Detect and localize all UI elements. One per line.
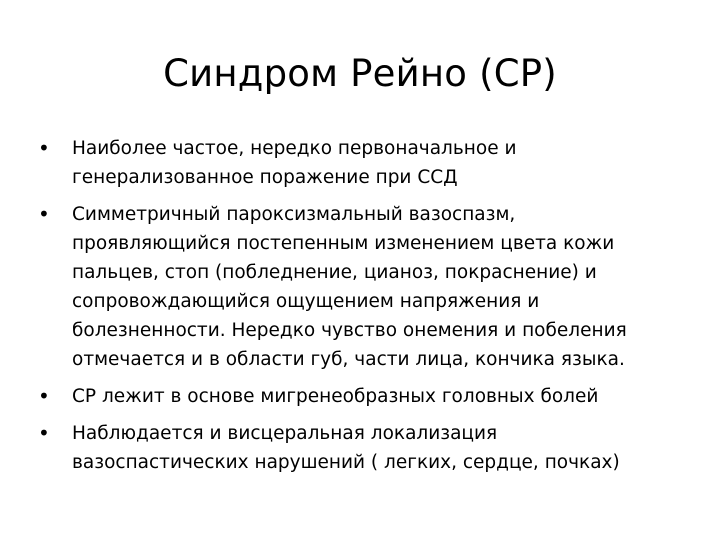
bullet-item-2: [38, 200, 678, 374]
bullet-text-line: сопровождающийся ощущением напряжения и: [72, 291, 540, 312]
bullet-text-line: СР лежит в основе мигренеобразных головных болей: [72, 386, 599, 407]
bullet-dot-icon: •: [38, 136, 50, 160]
bullet-text-line: генерализованное поражение при ССД: [72, 167, 458, 188]
bullet-dot-icon: •: [38, 202, 50, 226]
bullet-text-line: пальцев, стоп (побледнение, цианоз, покраснение) и: [72, 262, 597, 283]
bullet-text-line: отмечается и в области губ, части лица, кончика языка.: [72, 349, 625, 370]
bullet-list: [38, 134, 678, 485]
bullet-item-3: [38, 382, 678, 411]
bullet-item-4: [38, 419, 678, 477]
slide-title: Синдром Рейно (СР): [163, 52, 557, 95]
bullet-dot-icon: •: [38, 421, 50, 445]
bullet-text-line: проявляющийся постепенным изменением цвета кожи: [72, 233, 615, 254]
bullet-text-line: Симметричный пароксизмальный вазоспазм,: [72, 204, 516, 225]
bullet-dot-icon: •: [38, 384, 50, 408]
bullet-text-line: Наблюдается и висцеральная локализация: [72, 423, 498, 444]
bullet-item-1: [38, 134, 678, 192]
bullet-text-line: Наиболее частое, нередко первоначальное и: [72, 138, 517, 159]
bullet-text-line: вазоспастических нарушений ( легких, сердце, почках): [72, 452, 620, 473]
bullet-text-line: болезненности. Нередко чувство онемения и побеления: [72, 320, 627, 341]
